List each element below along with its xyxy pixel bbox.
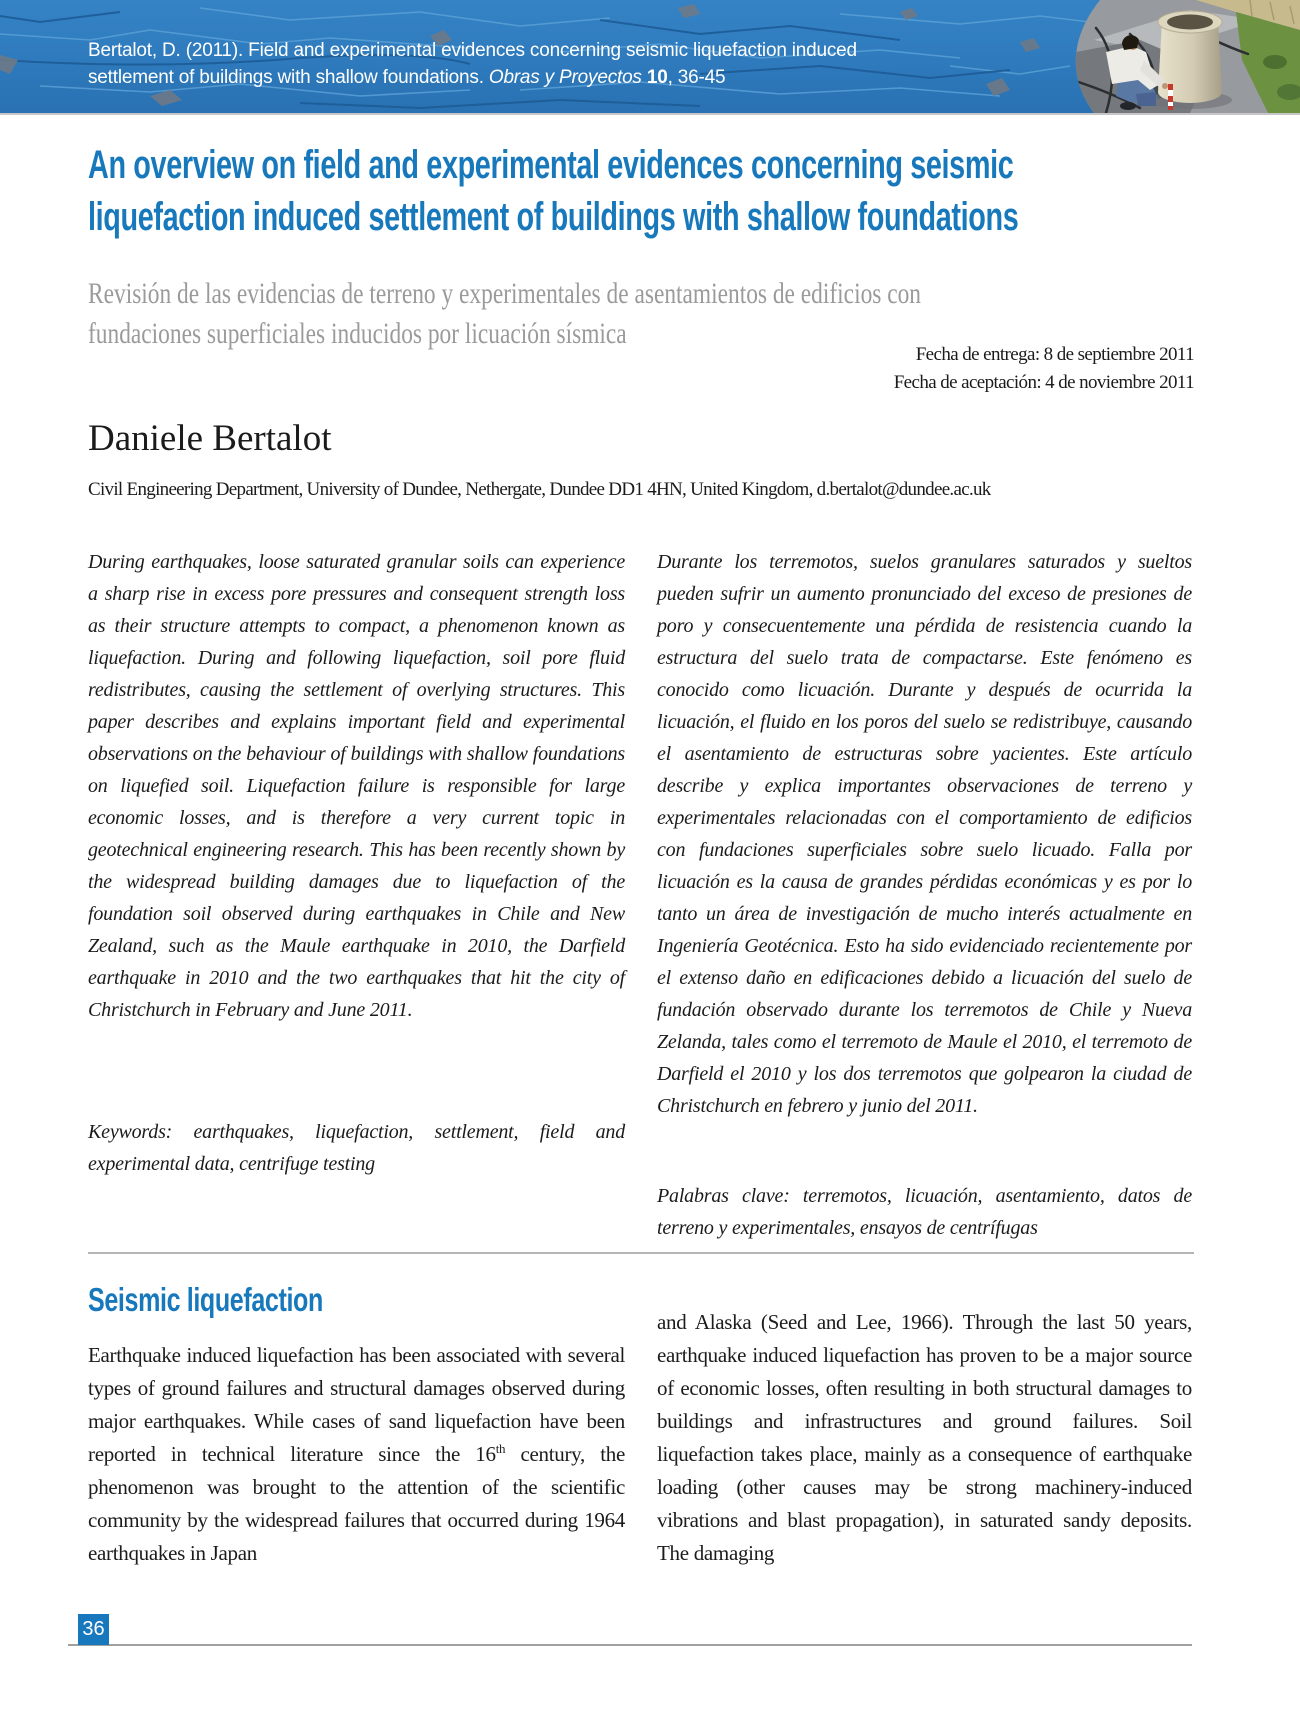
abstract-spanish-column [657,546,1192,1244]
journal-pages: , 36-45 [667,67,726,88]
body-left-text: Earthquake induced liquefaction has been associated with several types of ground failures and structural damages observed during major earthquakes. While cases of sand liquefaction have been reported in technical literature since the 16 [88,1343,625,1466]
banner-citation [88,37,988,91]
abstract-section [88,546,1194,1244]
paper-title-line1: An overview on field and experimental evidences concerning seismic [88,143,1014,187]
journal-name: Obras y Proyectos [488,67,642,88]
banner-bottom-rule [0,113,1300,115]
banner [0,0,1300,113]
banner-photo-illustration [1060,0,1300,113]
paper-title-line2: liquefaction induced settlement of buildings with shallow foundations [88,195,1019,239]
page-number-badge [78,1614,109,1645]
keywords: Keywords: earthquakes, liquefaction, settlement, field and experimental data, centrifuge testing [88,1121,625,1175]
author-name: Daniele Bertalot [88,418,332,459]
ordinal-superscript: th [495,1441,506,1456]
abstract-english-column [88,546,625,1244]
body-column-left [88,1339,625,1570]
paper-subtitle-line2: fundaciones superficiales inducidos por licuación sísmica [88,317,627,350]
abstract-spanish: Durante los terremotos, suelos granulares saturados y sueltos pueden sufrir un aumento pronunciado del exceso de presiones de poro y consecuentemente una pérdida de resistencia cuando la estructura del suelo trata de compactarse. Este fenómeno es conocido como licuación. Durante y después de ocurrida la licuación, el fluido en los poros del suelo se redistribuye, causando el asentamiento de estructuras sobre yacientes. Este artículo describe y explica importantes observaciones de terreno y experimentales relacionadas con el comportamiento de edificios con fundaciones superficiales sobre suelo licuado. Falla por licuación es la causa de grandes pérdidas económicas y es por lo tanto un área de investigación de mucho interés actualmente en Ingeniería Geotécnica. Esto ha sido evidenciado recientemente por el extenso daño en edificaciones debido a licuación del suelo de fundación observado durante los terremotos de Chile y Nueva Zelanda, tales como el terremoto de Maule el 2010, el terremoto de Darfield el 2010 y los dos terremotos que golpearon la ciudad de Christchurch en febrero y junio del 2011. [657,551,1192,1117]
body-left-text-cont: century, the phenomenon was brought to the attention of the scientific community by the widespread failures that occurred during 1964 earthquakes in Japan [88,1442,625,1565]
footer-rule [68,1644,1192,1646]
abstract-english: During earthquakes, loose saturated granular soils can experience a sharp rise in excess pore pressures and consequent strength loss as their structure attempts to compact, a phenomenon known as liquefaction. During and following liquefaction, soil pore fluid redistributes, causing the settlement of overlying structures. This paper describes and explains important field and experimental observations on the behaviour of buildings with shallow foundations on liquefied soil. Liquefaction failure is responsible for large economic losses, and is therefore a very current topic in geotechnical engineering research. This has been recently shown by the widespread building damages due to liquefaction of the foundation soil observed during earthquakes in Chile and New Zealand, such as the Maule earthquake in 2010, the Darfield earthquake in 2010 and the two earthquakes that hit the city of Christchurch in February and June 2011. [88,551,625,1021]
submission-dates [88,341,1194,397]
banner-citation-line1: Bertalot, D. (2011). Field and experimental evidences concerning seismic liquefaction induced [88,40,857,61]
paper-subtitle-line1: Revisión de las evidencias de terreno y experimentales de asentamientos de edificios con [88,277,922,310]
banner-citation-line2: settlement of buildings with shallow foundations. Obras y Proyectos 10, 36-45 [88,67,726,88]
section-heading: Seismic liquefaction [88,1281,323,1318]
page-number: 36 [82,1618,105,1640]
journal-volume: 10 [641,67,668,88]
palabras-clave: Palabras clave: terremotos, licuación, asentamiento, datos de terreno y experimentales, ensayos de centrífugas [657,1185,1192,1239]
date-received: Fecha de entrega: 8 de septiembre 2011 [915,344,1194,365]
body-column-right: and Alaska (Seed and Lee, 1966). Through the last 50 years, earthquake induced liquefaction has proven to be a major source of economic losses, often resulting in both structural damages to buildings and infrastructures and ground failures. Soil liquefaction takes place, mainly as a consequence of earthquake loading (other causes may be strong machinery-induced vibrations and blast propagation), in saturated sandy deposits. The damaging [657,1310,1192,1565]
date-accepted: Fecha de aceptación: 4 de noviembre 2011 [893,372,1194,393]
author-affiliation: Civil Engineering Department, University of Dundee, Nethergate, Dundee DD1 4HN, United Kingdom, d.bertalot@dundee.ac.uk [88,479,991,500]
paper-title [88,139,1018,243]
section-divider-rule [88,1252,1194,1254]
